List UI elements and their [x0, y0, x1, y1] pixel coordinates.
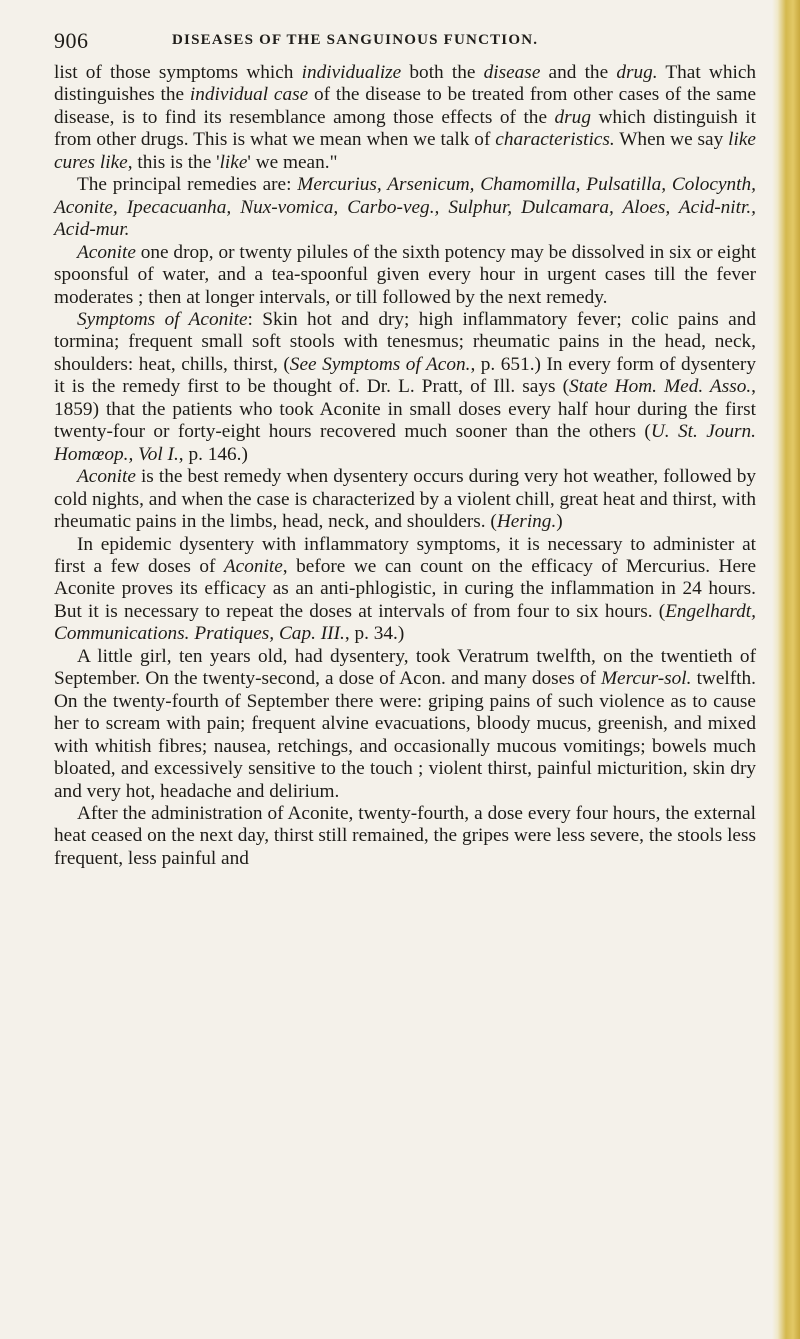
text-run: , p. 34.) — [344, 623, 405, 645]
italic-text: Mercurius, Arsenicum, Chamomilla, Pulsatilla, Colocynth, Aconite, Ipecacuanha, Nux-vomica, Carbo-veg., Sulphur, Dulcamara, Aloes, Acid-nitr., Acid-mur. — [54, 174, 756, 241]
italic-text: individualize — [301, 62, 402, 83]
paragraph — [54, 803, 756, 870]
text-run: , 1859) that the patients who took Aconite in small doses every half hour during the first twenty-four or forty-eight hours recovered much sooner than the others ( — [54, 376, 756, 443]
page-number: 906 — [54, 28, 89, 53]
paragraph — [54, 62, 756, 174]
italic-text: Hering. — [496, 511, 557, 533]
text-run: After the administration of Aconite, twenty-fourth, a dose every four hours, the external heat ceased on the next day, thirst still remained, the gripes were less severe, the stools less frequent, less painful and — [54, 802, 756, 869]
italic-text: like — [219, 151, 248, 173]
italic-text: drug. — [616, 62, 658, 83]
text-run: That which distinguishes the — [54, 62, 757, 106]
italic-text: Mercur-sol. — [600, 668, 692, 690]
text-run: one drop, or twenty pilules of the sixth potency may be dissolved in six or eight spoonsful of water, and a tea-spoonful given every hour in urgent cases till the fever moderates ; then at longer intervals, or till followed by the next remedy. — [54, 241, 756, 308]
italic-text: Aconite — [77, 241, 136, 263]
text-run: ) — [556, 511, 563, 533]
paragraph — [54, 534, 756, 646]
paragraph — [54, 646, 756, 803]
italic-text: Symptoms of Aconite — [77, 308, 248, 330]
page-header — [54, 22, 756, 62]
italic-text: individual case — [189, 84, 309, 106]
italic-text: Engelhardt, Communications. Pratiques, Cap. III. — [54, 600, 756, 645]
text-run: is the best remedy when dysentery occurs during very hot weather, followed by cold nights, and when the case is characterized by a violent chill, great heat and thirst, with rheumatic pains in the limbs, head, neck, and shoulders. ( — [54, 466, 756, 533]
paragraph — [54, 174, 756, 241]
text-run: which distinguish it from other drugs. This is what we mean when we talk of — [54, 106, 757, 151]
text-run: When we say — [614, 129, 729, 151]
text-run: and the — [540, 62, 617, 83]
running-head: DISEASES OF THE SANGUINOUS FUNCTION. — [172, 32, 539, 48]
text-run: ' we mean." — [247, 151, 338, 173]
text-run: , p. 651.) In every form of dysentery it is the remedy first to be thought of. Dr. L. Pratt, of Ill. says ( — [54, 353, 756, 398]
text-run: of the disease to be treated from other cases of the same disease, is to find its resemblance among those effects of the — [54, 84, 756, 128]
italic-text: like cures like — [54, 129, 756, 173]
text-run: list of those symptoms which — [54, 62, 302, 83]
italic-text: characteristics. — [495, 129, 615, 151]
italic-text: See Symptoms of Acon. — [289, 353, 471, 375]
text-run: , p. 146.) — [178, 443, 248, 465]
italic-text: U. St. Journ. Homœop., Vol I. — [54, 421, 756, 465]
text-run: twelfth. On the twenty-fourth of September there were: griping pains of such violence as to cause her to scream with pain; frequent alvine evacuations, bloody mucus, greenish, and mixed with whitish fibres; nausea, retchings, and occasionally mucous vomitings; bowels much bloated, and excessively sensitive to the touch ; violent thirst, painful micturition, skin dry and very hot, headache and delirium. — [54, 668, 756, 802]
text-run: , this is the ' — [127, 151, 220, 173]
text-run: A little girl, ten years old, had dysentery, took Veratrum twelfth, on the twentieth of September. On the twenty-second, a dose of Acon. and many doses of — [54, 645, 756, 690]
page-binding-edge — [772, 0, 800, 1339]
text-run: In epidemic dysentery with inflammatory symptoms, it is necessary to administer at first a few doses of — [54, 533, 756, 577]
italic-text: drug — [554, 106, 591, 128]
italic-text: State Hom. Med. Asso. — [569, 376, 752, 398]
paragraph — [54, 466, 756, 533]
italic-text: Aconite — [77, 466, 136, 488]
text-run: : Skin hot and dry; high inflammatory fever; colic pains and tormina; frequent small soft stools with tenesmus; rheumatic pains in the head, neck, shoulders: heat, chills, thirst, ( — [54, 308, 756, 375]
paragraph — [54, 309, 756, 466]
italic-text: Aconite — [223, 555, 283, 577]
text-run: both the — [401, 62, 484, 83]
book-page — [54, 22, 756, 870]
text-run: , before we can count on the efficacy of Mercurius. Here Aconite proves its efficacy as an anti-phlogistic, in curing the inflammation in 24 hours. But it is necessary to repeat the doses at intervals of from four to six hours. ( — [54, 555, 757, 622]
paragraph — [54, 242, 756, 309]
text-run: The principal remedies are: — [77, 174, 298, 196]
body-text — [54, 62, 756, 870]
italic-text: disease — [483, 62, 541, 83]
